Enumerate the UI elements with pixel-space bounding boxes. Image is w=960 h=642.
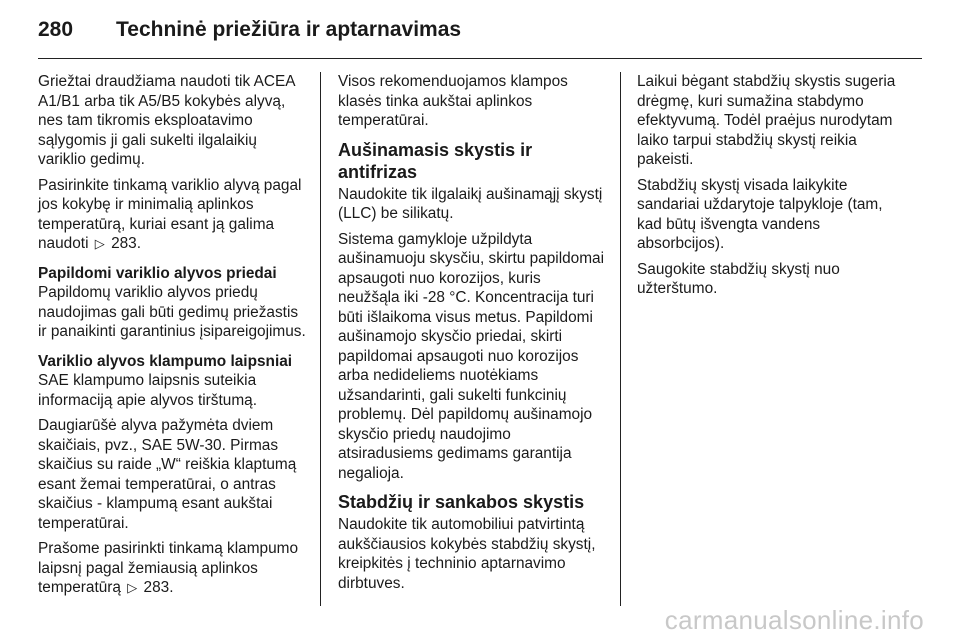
page-title: Techninė priežiūra ir aptarnavimas: [116, 18, 462, 41]
paragraph: Visos rekomenduojamos klampos klasės tinka aukštai aplinkos temperatūrai.: [338, 73, 568, 129]
page-reference[interactable]: 283.: [143, 579, 174, 596]
section-heading: Stabdžių ir sankabos skystis: [338, 492, 585, 512]
section-heading: Aušinamasis skystis ir antifrizas: [338, 139, 533, 182]
column-1: [38, 72, 306, 604]
column-3: [637, 72, 905, 305]
page-number: 280: [38, 18, 74, 41]
paragraph: Griežtai draudžiama naudoti tik ACEA A1/B1 arba tik A5/B5 kokybės alyvą, nes tam tikromis eksploatavimo sąlygomis ji gali sukelti ilgalaikių variklio gedimų.: [38, 73, 295, 168]
page-reference[interactable]: 283.: [111, 235, 142, 252]
column-divider-1: [320, 72, 321, 606]
page-reference-arrow-icon: ▷: [127, 580, 138, 595]
column-divider-2: [620, 72, 621, 606]
paragraph: Naudokite tik ilgalaikį aušinamąjį skystį (LLC) be silikatų.: [338, 185, 603, 222]
column-2: [338, 72, 606, 599]
paragraph: Daugiarūšė alyva pažymėta dviem skaičiais, pvz., SAE 5W-30. Pirmas skaičius su raide „W“ reiškia klaptumą esant žemai temperatūrai, o antras skaičius - klampumą esant aukštai temperatūrai.: [38, 417, 297, 532]
watermark: carmanualsonline.info: [664, 605, 924, 635]
paragraph: Naudokite tik automobiliui patvirtintą aukščiausios kokybės stabdžių skystį, kreipkitės į techninio aptarnavimo dirbtuves.: [338, 516, 596, 592]
page-header: [38, 18, 461, 48]
paragraph: SAE klampumo laipsnis suteikia informaciją apie alyvos tirštumą.: [38, 372, 257, 409]
subheading: Variklio alyvos klampumo laipsniai: [38, 352, 293, 370]
paragraph: Stabdžių skystį visada laikykite sandariai uždarytoje talpykloje (tam, kad būtų išvengta vandens absorbcijos).: [637, 176, 883, 252]
paragraph: [38, 539, 306, 598]
paragraph: Sistema gamykloje užpildyta aušinamuoju skysčiu, skirtu papildomai apsaugoti nuo korozijos, kuris neužšąla iki -28 °C. Koncentracija turi būti išlaikoma visus metus. Papildomi aušinamojo skysčio priedai, skirti papildomai apsaugoti nuo korozijos arba nedideliems nuotėkiams užsandarinti, gali sukelti funkcinių problemų. Dėl papildomų aušinamojo skysčio priedų naudojimo atsiradusiems gedimams garantija negalioja.: [338, 230, 605, 482]
paragraph: Saugokite stabdžių skystį nuo užterštumo.: [637, 260, 840, 297]
subheading: Papildomi variklio alyvos priedai: [38, 264, 277, 282]
header-divider: [38, 58, 922, 59]
paragraph: Papildomų variklio alyvos priedų naudojimas gali būti gedimų priežastis ir panaikinti garantinius įsipareigojimus.: [38, 284, 306, 340]
paragraph: [38, 176, 306, 254]
paragraph-text: Prašome pasirinkti tinkamą klampumo laipsnį pagal žemiausią aplinkos temperatūrą: [38, 540, 299, 596]
page-reference-arrow-icon: ▷: [94, 236, 105, 251]
paragraph-text: Pasirinkite tinkamą variklio alyvą pagal jos kokybę ir minimalią aplinkos temperatūrą, kuriai esant ją galima naudoti: [38, 176, 302, 252]
paragraph: Laikui bėgant stabdžių skystis sugeria drėgmę, kuri sumažina stabdymo efektyvumą. Todėl praėjus nurodytam laiko tarpui stabdžių skystį reikia pakeisti.: [637, 73, 896, 168]
